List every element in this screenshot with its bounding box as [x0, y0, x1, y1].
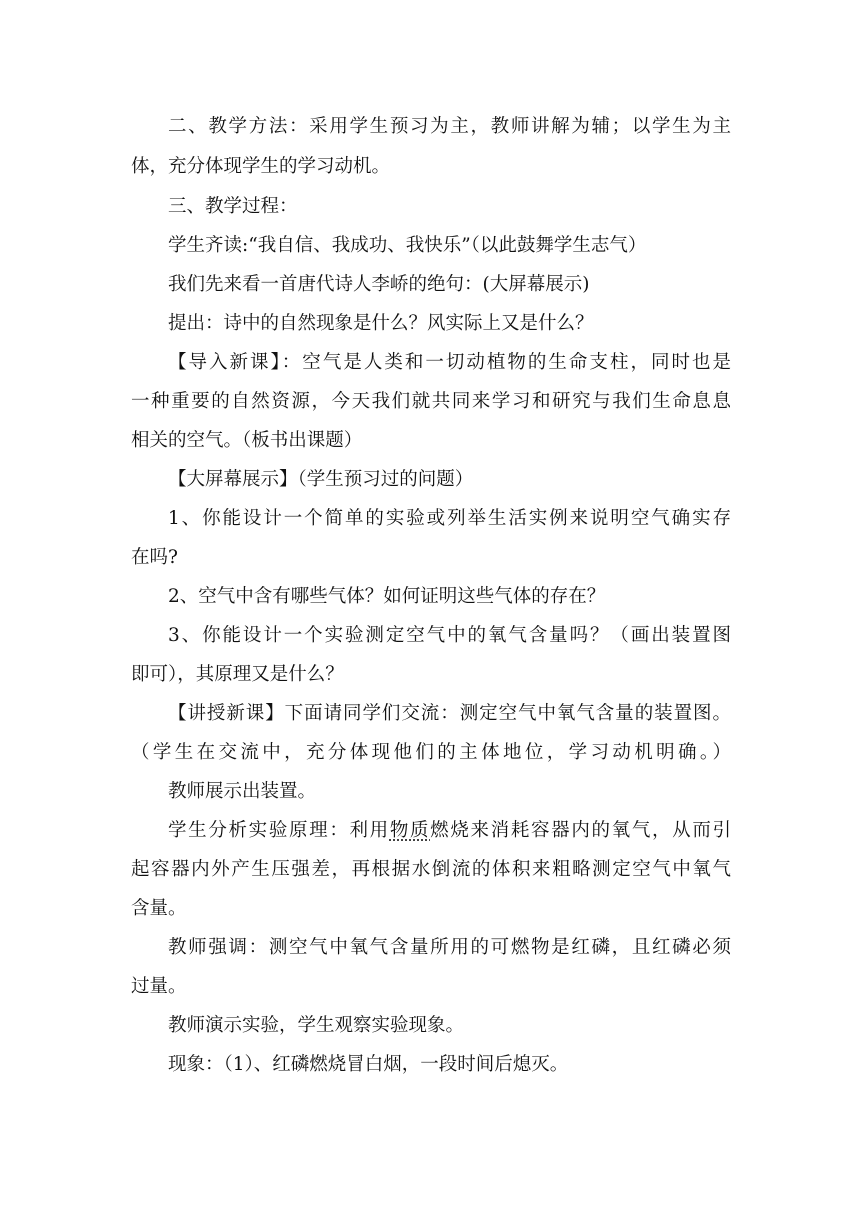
heading-teaching-process: 三、教学过程：: [168, 196, 298, 217]
paragraph-emphasis-line-2: 过量。: [131, 976, 187, 997]
paragraph-analysis-line-3: 含量。: [131, 898, 187, 919]
question-3-line-2: 即可），其原理又是什么？: [131, 664, 344, 685]
paragraph-phenomenon: 现象：（1）、红磷燃烧冒白烟，一段时间后熄灭。: [168, 1054, 569, 1075]
paragraph-lecture-line-1: 【讲授新课】下面请同学们交流：测定空气中氧气含量的装置图。: [168, 703, 731, 724]
paragraph-teacher-shows-apparatus: 教师展示出装置。: [168, 781, 317, 802]
paragraph-new-lesson-line-3: 相关的空气。（板书出课题）: [131, 430, 363, 451]
paragraph-demonstration: 教师演示实验，学生观察实验现象。: [168, 1015, 465, 1036]
question-3-line-1: 3、你能设计一个实验测定空气中的氧气含量吗？（画出装置图: [168, 625, 731, 646]
analysis-keyword-substance: 物质: [389, 820, 431, 841]
paragraph-screen-display: 【大屏幕展示】（学生预习过的问题）: [168, 469, 474, 490]
paragraph-teaching-method-line-2: 体，充分体现学生的学习动机。: [131, 156, 391, 177]
question-2: 2、空气中含有哪些气体？如何证明这些气体的存在？: [168, 586, 606, 607]
paragraph-lecture-line-2: （学生在交流中，充分体现他们的主体地位，学习动机明确。）: [131, 742, 731, 763]
paragraph-analysis-line-2: 起容器内外产生压强差，再根据水倒流的体积来粗略测定空气中氧气: [131, 859, 731, 880]
paragraph-student-reading: 学生齐读:“我自信、我成功、我快乐”（以此鼓舞学生志气）: [168, 235, 647, 256]
question-1-line-2: 在吗?: [131, 547, 178, 568]
paragraph-new-lesson-line-1: 【导入新课】：空气是人类和一切动植物的生命支柱，同时也是: [168, 352, 731, 373]
paragraph-analysis-line-1: [168, 816, 731, 846]
analysis-text-end: 燃烧来消耗容器内的氧气，从而引: [430, 820, 731, 841]
paragraph-poem-intro: 我们先来看一首唐代诗人李峤的绝句：(大屏幕展示): [168, 274, 590, 295]
question-1-line-1: 1、你能设计一个简单的实验或列举生活实例来说明空气确实存: [168, 508, 731, 529]
paragraph-new-lesson-line-2: 一种重要的自然资源，今天我们就共同来学习和研究与我们生命息息: [131, 391, 731, 412]
paragraph-emphasis-line-1: 教师强调：测空气中氧气含量所用的可燃物是红磷，且红磷必须: [168, 937, 731, 958]
paragraph-teaching-method-line-1: 二、教学方法：采用学生预习为主，教师讲解为辅；以学生为主: [168, 116, 731, 137]
paragraph-question: 提出：诗中的自然现象是什么？风实际上又是什么？: [168, 313, 594, 334]
analysis-text-start: 学生分析实验原理：利用: [168, 820, 390, 841]
